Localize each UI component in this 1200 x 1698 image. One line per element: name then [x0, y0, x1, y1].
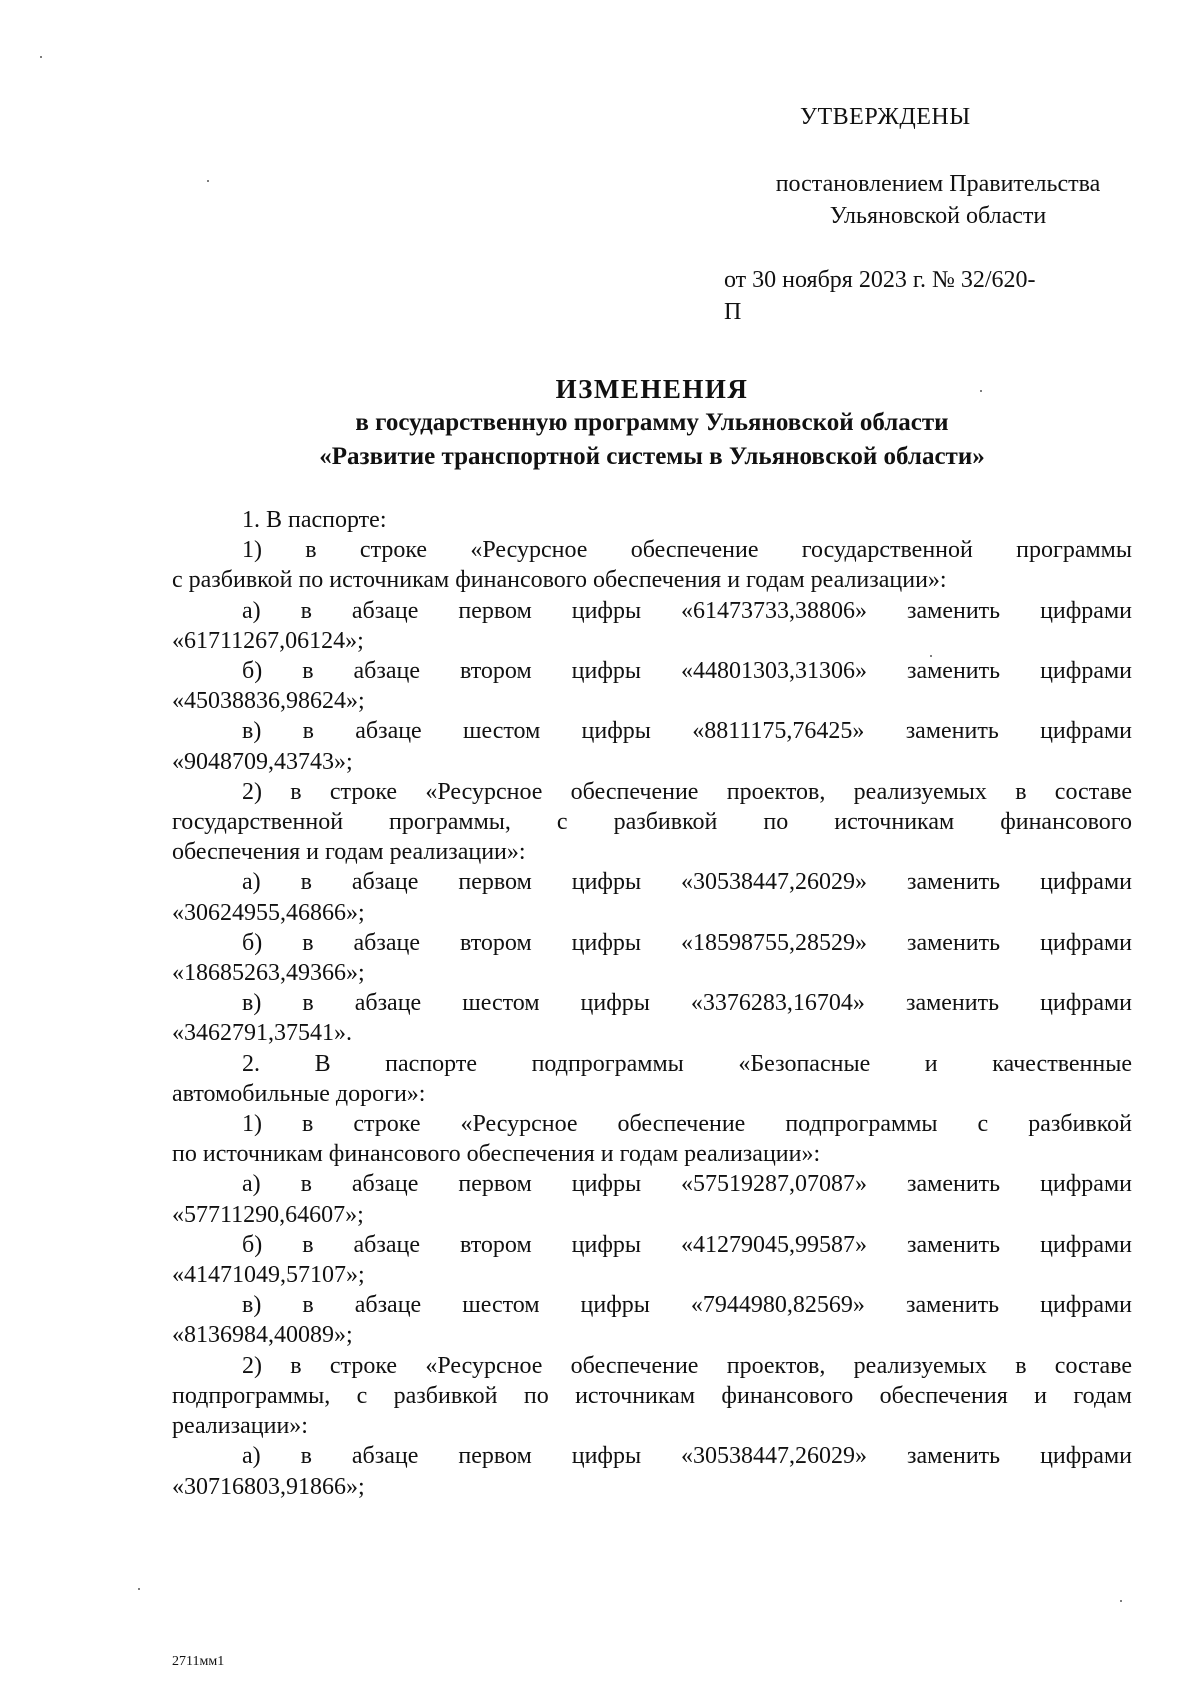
body-line: «30716803,91866»; [172, 1473, 365, 1500]
body-line: б) в абзаце втором цифры «44801303,31306» заменить цифрами [242, 658, 1132, 685]
body-line: «3462791,37541». [172, 1020, 352, 1047]
body-line: 1. В паспорте: [242, 507, 387, 533]
title-line: «Развитие транспортной системы в Ульяновской области» [319, 443, 985, 470]
approval-stamp: УТВЕРЖДЕНЫ [800, 104, 971, 130]
scan-speck [930, 655, 932, 657]
body-line: по источникам финансового обеспечения и годам реализации»: [172, 1141, 821, 1168]
body-line: «18685263,49366»; [172, 960, 365, 987]
body-line: «9048709,43743»; [172, 748, 353, 775]
body-line: подпрограммы, с разбивкой по источникам финансового обеспечения и годам [172, 1382, 1132, 1409]
body-line: 2) в строке «Ресурсное обеспечение проектов, реализуемых в составе [242, 778, 1132, 805]
body-line: государственной программы, с разбивкой по источникам финансового [172, 809, 1132, 836]
scan-speck [980, 390, 982, 392]
body-line: «57711290,64607»; [172, 1201, 364, 1228]
scan-speck [138, 1588, 140, 1590]
body-line: обеспечения и годам реализации»: [172, 839, 526, 866]
scan-speck [40, 56, 42, 58]
body-line: в) в абзаце шестом цифры «3376283,16704» заменить цифрами [242, 990, 1132, 1017]
body-line: в) в абзаце шестом цифры «8811175,76425» заменить цифрами [242, 718, 1132, 745]
footer-code: 2711мм1 [172, 1654, 225, 1669]
title-line: ИЗМЕНЕНИЯ [555, 374, 749, 404]
approval-authority-line: Ульяновской области [829, 203, 1047, 229]
approval-authority-line: постановлением Правительства [775, 171, 1101, 197]
approval-date: от 30 ноября 2023 г. № 32/620-П [724, 267, 1036, 325]
body-line: 2. В паспорте подпрограммы «Безопасные и качественные [242, 1050, 1132, 1077]
body-line: в) в абзаце шестом цифры «7944980,82569» заменить цифрами [242, 1292, 1132, 1319]
body-line: автомобильные дороги»: [172, 1080, 426, 1107]
body-line: «8136984,40089»; [172, 1322, 353, 1349]
body-line: реализации»: [172, 1413, 308, 1440]
body-line: б) в абзаце втором цифры «41279045,99587» заменить цифрами [242, 1231, 1132, 1258]
body-line: «45038836,98624»; [172, 688, 365, 715]
title-line: в государственную программу Ульяновской области [355, 409, 949, 436]
body-line: а) в абзаце первом цифры «30538447,26029» заменить цифрами [242, 869, 1132, 896]
body-line: а) в абзаце первом цифры «57519287,07087» заменить цифрами [242, 1171, 1132, 1198]
body-line: «41471049,57107»; [172, 1262, 365, 1289]
body-line: 1) в строке «Ресурсное обеспечение государственной программы [242, 537, 1132, 564]
scan-speck [207, 180, 209, 182]
body-line: б) в абзаце втором цифры «18598755,28529» заменить цифрами [242, 929, 1132, 956]
body-line: 1) в строке «Ресурсное обеспечение подпрограммы с разбивкой [242, 1111, 1132, 1138]
document-body [172, 505, 1132, 1502]
approval-authority [728, 168, 1148, 232]
body-line: а) в абзаце первом цифры «61473733,38806» заменить цифрами [242, 597, 1132, 624]
body-line: «30624955,46866»; [172, 899, 365, 926]
body-line: с разбивкой по источникам финансового обеспечения и годам реализации»: [172, 567, 947, 594]
body-line: а) в абзаце первом цифры «30538447,26029» заменить цифрами [242, 1443, 1132, 1470]
document-title [172, 372, 1132, 474]
body-line: 2) в строке «Ресурсное обеспечение проектов, реализуемых в составе [242, 1352, 1132, 1379]
scan-speck [1120, 1600, 1122, 1602]
body-line: «61711267,06124»; [172, 627, 364, 654]
